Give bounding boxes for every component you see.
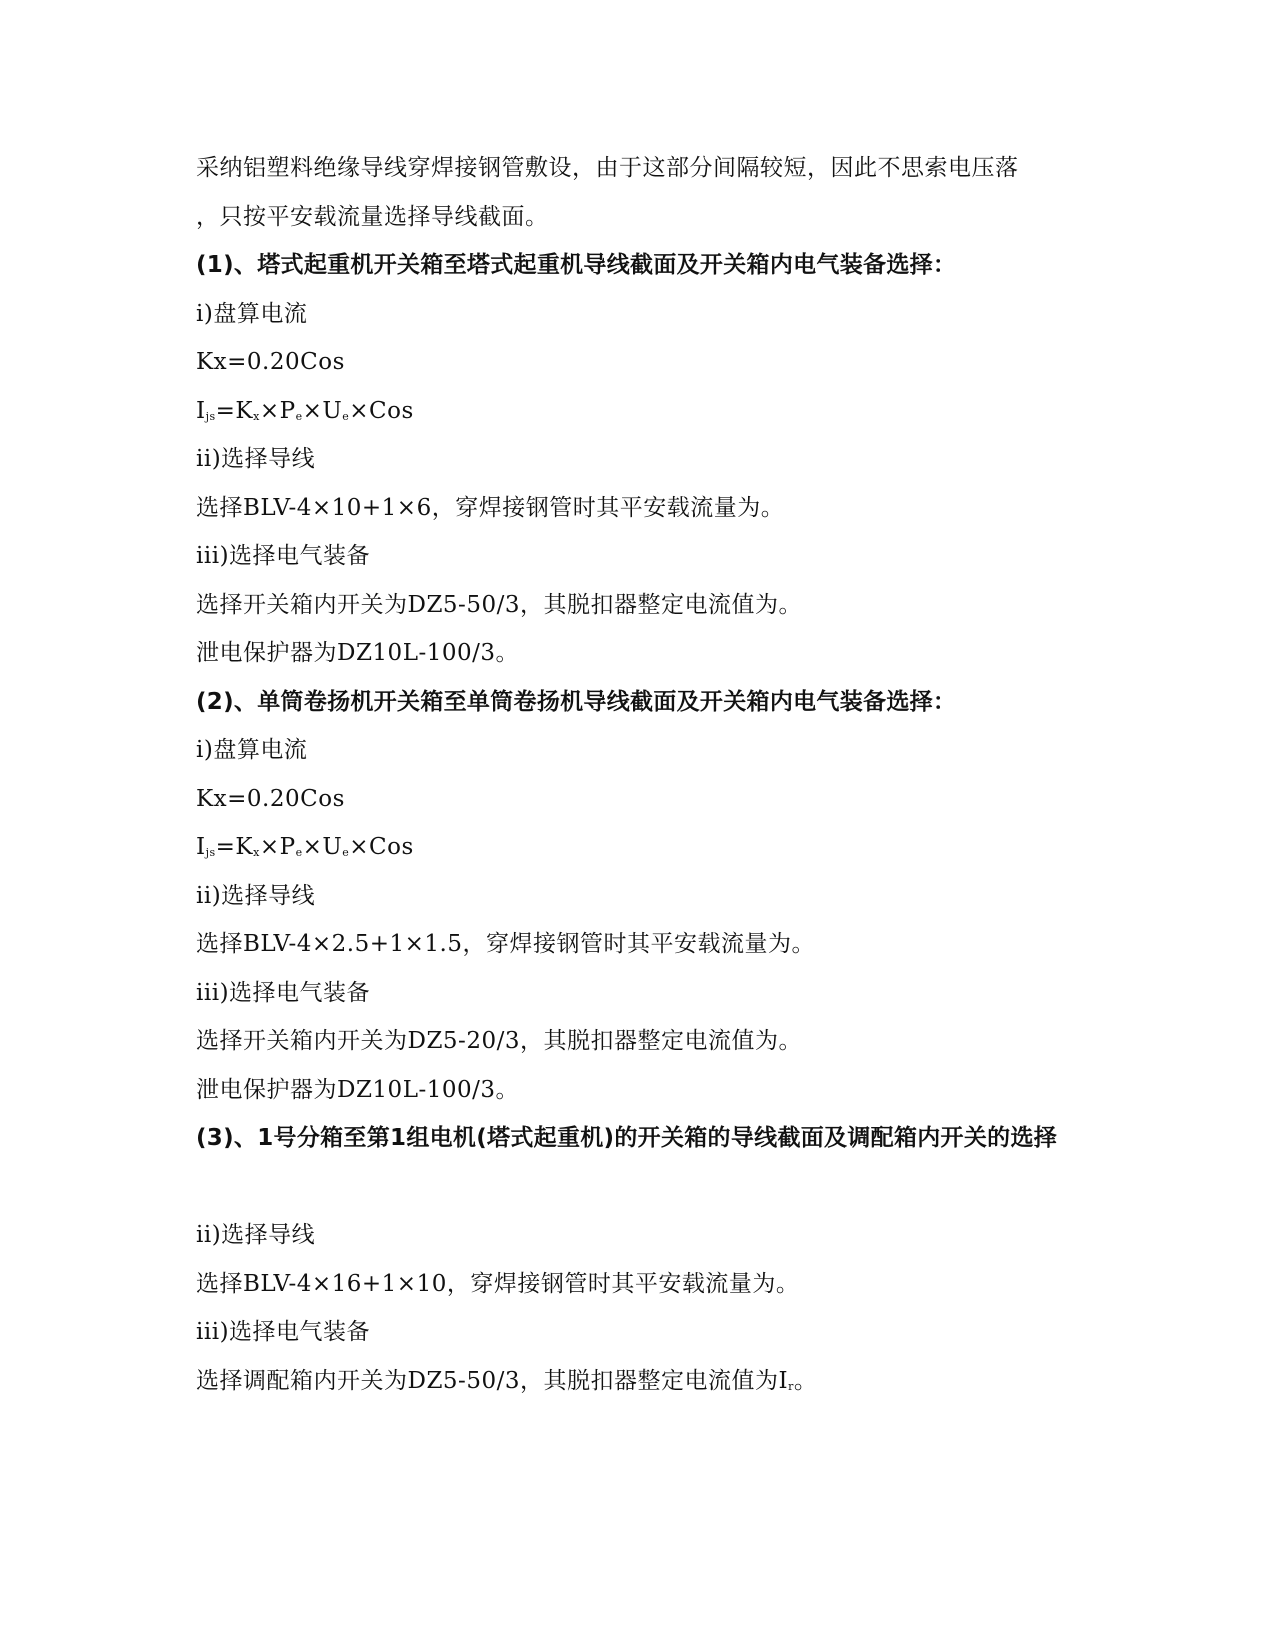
blank-gap <box>196 1163 1076 1212</box>
section-3-wire-title: ii)选择导线 <box>196 1222 316 1248</box>
section-2-heading: (2)、单筒卷扬机开关箱至单筒卷扬机导线截面及开关箱内电气装备选择： <box>196 688 957 715</box>
section-1-wire-text: 选择BLV-4×10+1×6，穿焊接钢管时其平安载流量为。 <box>196 494 785 521</box>
section-3-switch-text: 选择调配箱内开关为DZ5-50/3，其脱扣器整定电流值为$I_r$。 <box>196 1367 818 1394</box>
intro-line-1: 采纳铝塑料绝缘导线穿焊接钢管敷设，由于这部分间隔较短，因此不思索电压落 <box>196 155 1019 181</box>
section-1-switch-text: 选择开关箱内开关为DZ5-50/3，其脱扣器整定电流值为。 <box>196 591 802 618</box>
section-3-heading: (3)、1号分箱至第1组电机(塔式起重机)的开关箱的导线截面及调配箱内开关的选择 <box>196 1125 1058 1151</box>
section-1-calc-title: i)盘算电流 <box>196 300 308 327</box>
section-2-leak-text: 泄电保护器为DZ10L-100/3。 <box>196 1076 520 1103</box>
section-1-wire-title: ii)选择导线 <box>196 446 316 472</box>
section-2-kx: Kx=0.20Cos <box>196 785 345 812</box>
section-1-heading: (1)、塔式起重机开关箱至塔式起重机导线截面及开关箱内电气装备选择： <box>196 252 957 278</box>
section-1-equip-title: iii)选择电气装备 <box>196 543 371 569</box>
section-3-equip-title: iii)选择电气装备 <box>196 1319 371 1345</box>
section-1-formula: $I_{js}=K_x\times P_e\times U_e\times Cos$ <box>196 397 414 424</box>
section-2-wire-title: ii)选择导线 <box>196 882 316 909</box>
section-2-formula: $I_{js}=K_x\times P_e\times U_e\times Cos$ <box>196 834 414 860</box>
section-1-leak-text: 泄电保护器为DZ10L-100/3。 <box>196 640 520 666</box>
section-2-switch-text: 选择开关箱内开关为DZ5-20/3，其脱扣器整定电流值为。 <box>196 1028 802 1054</box>
section-2-wire-text: 选择BLV-4×2.5+1×1.5，穿焊接钢管时其平安载流量为。 <box>196 931 815 957</box>
section-2-equip-title: iii)选择电气装备 <box>196 979 371 1006</box>
section-2-calc-title: i)盘算电流 <box>196 737 308 763</box>
document-page <box>196 144 1076 1405</box>
section-1-kx: Kx=0.20Cos <box>196 349 345 375</box>
intro-line-2: ，只按平安载流量选择导线截面。 <box>196 203 549 230</box>
section-3-wire-text: 选择BLV-4×16+1×10，穿焊接钢管时其平安载流量为。 <box>196 1270 800 1297</box>
